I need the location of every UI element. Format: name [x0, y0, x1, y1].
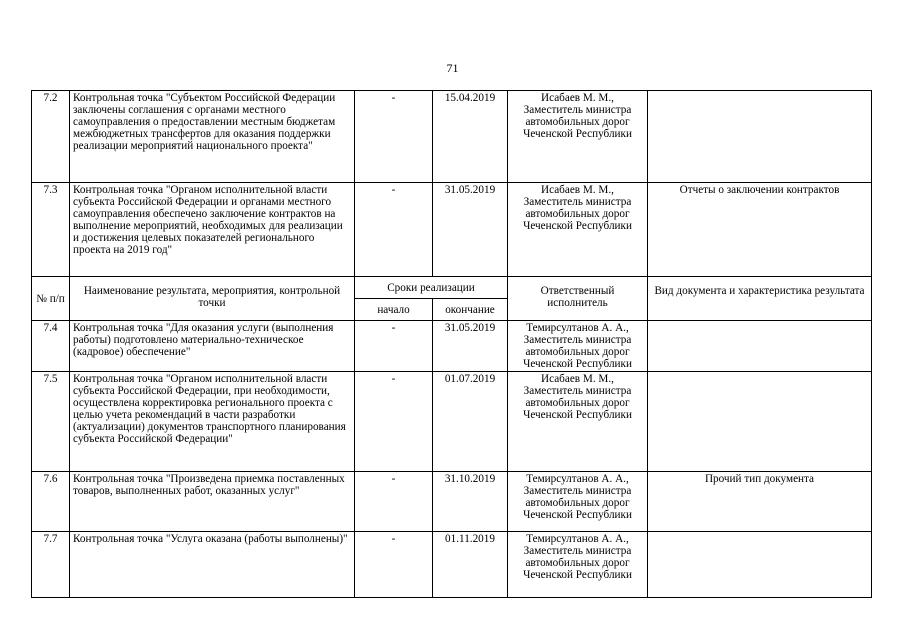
header-end: окончание — [433, 299, 508, 321]
cell-name: Контрольная точка "Органом исполнительной власти субъекта Российской Федерации, при необходимости, осуществлена корректировка регионального проекта с целью учета рекомендаций в части разработки (актуализации) документов транспортного планирования субъекта Российской Федерации" — [70, 372, 355, 472]
cell-doc — [648, 532, 872, 598]
cell-start: - — [355, 372, 433, 472]
table-row — [32, 91, 872, 183]
table-row — [32, 472, 872, 532]
cell-doc: Прочий тип документа — [648, 472, 872, 532]
cell-num: 7.4 — [32, 321, 70, 372]
cell-name: Контрольная точка "Произведена приемка поставленных товаров, выполненных работ, оказанных услуг" — [70, 472, 355, 532]
cell-end: 01.11.2019 — [433, 532, 508, 598]
cell-end: 31.05.2019 — [433, 183, 508, 277]
cell-start: - — [355, 321, 433, 372]
cell-doc — [648, 372, 872, 472]
cell-start: - — [355, 91, 433, 183]
plan-table — [31, 90, 872, 598]
cell-end: 15.04.2019 — [433, 91, 508, 183]
cell-num: 7.2 — [32, 91, 70, 183]
cell-name: Контрольная точка "Субъектом Российской Федерации заключены соглашения с органами местного самоуправления о предоставлении местным бюджетам межбюджетных трансфертов для оказания поддержки реализации мероприятий национального проекта" — [70, 91, 355, 183]
header-num: № п/п — [32, 277, 70, 321]
cell-responsible: Исабаев М. М., Заместитель министра автомобильных дорог Чеченской Республики — [508, 91, 648, 183]
cell-end: 31.05.2019 — [433, 321, 508, 372]
cell-responsible: Исабаев М. М., Заместитель министра автомобильных дорог Чеченской Республики — [508, 372, 648, 472]
cell-name: Контрольная точка "Органом исполнительной власти субъекта Российской Федерации и органами местного самоуправления обеспечено заключение контрактов на выполнение мероприятий, необходимых для реализации и достижения целевых показателей регионального проекта на 2019 год" — [70, 183, 355, 277]
cell-name: Контрольная точка "Для оказания услуги (выполнения работы) подготовлено материально-техническое (кадровое) обеспечение" — [70, 321, 355, 372]
table-header — [32, 277, 872, 321]
cell-responsible: Исабаев М. М., Заместитель министра автомобильных дорог Чеченской Республики — [508, 183, 648, 277]
cell-end: 01.07.2019 — [433, 372, 508, 472]
table-row — [32, 321, 872, 372]
page-number: 71 — [446, 61, 459, 75]
cell-responsible: Темирсултанов А. А., Заместитель министра автомобильных дорог Чеченской Республики — [508, 321, 648, 372]
cell-start: - — [355, 532, 433, 598]
cell-num: 7.7 — [32, 532, 70, 598]
cell-start: - — [355, 183, 433, 277]
cell-start: - — [355, 472, 433, 532]
table-body-before-header — [32, 91, 872, 277]
cell-doc — [648, 91, 872, 183]
cell-responsible: Темирсултанов А. А., Заместитель министра автомобильных дорог Чеченской Республики — [508, 472, 648, 532]
cell-num: 7.6 — [32, 472, 70, 532]
header-responsible: Ответственный исполнитель — [508, 277, 648, 321]
cell-doc — [648, 321, 872, 372]
header-doc: Вид документа и характеристика результата — [648, 277, 872, 321]
cell-end: 31.10.2019 — [433, 472, 508, 532]
header-start: начало — [355, 299, 433, 321]
cell-doc: Отчеты о заключении контрактов — [648, 183, 872, 277]
table-body-after-header — [32, 321, 872, 598]
table-row — [32, 532, 872, 598]
cell-num: 7.5 — [32, 372, 70, 472]
cell-num: 7.3 — [32, 183, 70, 277]
table-row — [32, 372, 872, 472]
cell-responsible: Темирсултанов А. А., Заместитель министра автомобильных дорог Чеченской Республики — [508, 532, 648, 598]
table-row — [32, 183, 872, 277]
header-name: Наименование результата, мероприятия, контрольной точки — [70, 277, 355, 321]
header-period: Сроки реализации — [355, 277, 508, 299]
cell-name: Контрольная точка "Услуга оказана (работы выполнены)" — [70, 532, 355, 598]
